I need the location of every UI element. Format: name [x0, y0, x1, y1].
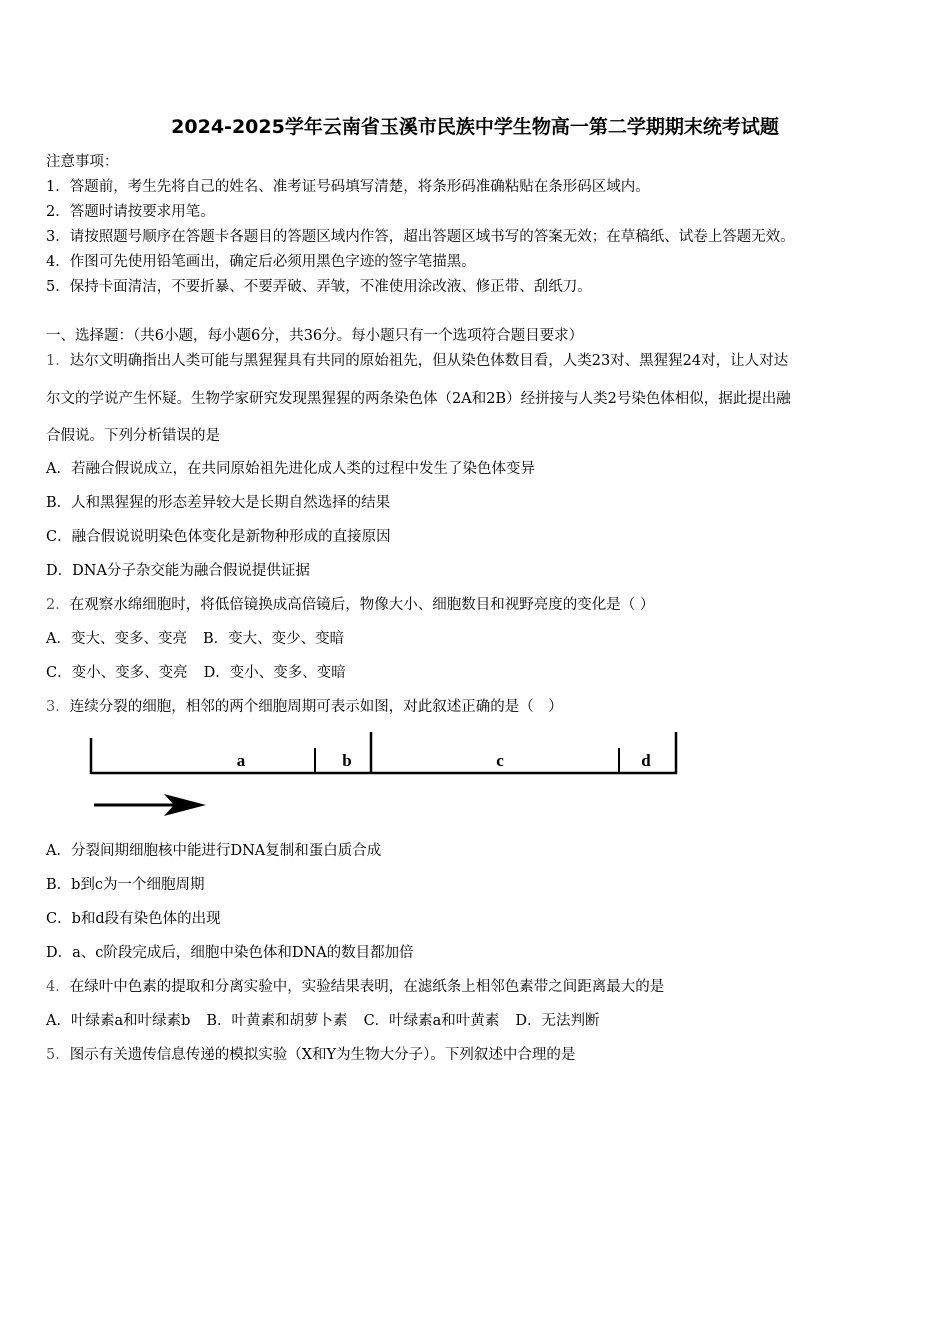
question-2-line	[46, 595, 654, 615]
question-3-line	[46, 697, 563, 717]
question-text: 在绿叶中色素的提取和分离实验中，实验结果表明，在滤纸条上相邻色素带之间距离最大的是	[69, 979, 665, 995]
option-a: A．若融合假说成立，在共同原始祖先进化成人类的过程中发生了染色体变异	[46, 461, 535, 477]
option-c: C．叶绿素a和叶黄素	[363, 1013, 500, 1029]
cell-cycle-diagram	[86, 728, 686, 823]
segment-label-c: c	[496, 751, 504, 770]
options-row	[46, 663, 346, 683]
segment-label-b: b	[342, 751, 352, 770]
question-5-line	[46, 1045, 575, 1065]
option-d: D．无法判断	[515, 1013, 600, 1029]
question-number: 1．	[46, 353, 70, 369]
notice-heading: 注意事项：	[46, 154, 119, 170]
section-heading: 一、选择题：（共6小题，每小题6分，共36分。每小题只有一个选项符合题目要求）	[46, 328, 584, 344]
notice-item: 5．保持卡面清洁，不要折暴、不要弄破、弄皱，不准使用涂改液、修正带、刮纸刀。	[46, 279, 592, 295]
option-a: A．分裂间期细胞核中能进行DNA复制和蛋白质合成	[46, 843, 382, 859]
option-b: B．b到c为一个细胞周期	[46, 877, 205, 893]
question-text: 连续分裂的细胞，相邻的两个细胞周期可表示如图，对此叙述正确的是（ ）	[69, 699, 563, 715]
option-d: D．变小、变多、变暗	[203, 665, 346, 681]
option-d: D．DNA分子杂交能为融合假说提供证据	[46, 563, 310, 579]
question-text: 尔文的学说产生怀疑。生物学家研究发现黑猩猩的两条染色体（2A和2B）经拼接与人类2号染色体相似，据此提出融	[46, 391, 791, 407]
page-title: 2024-2025学年云南省玉溪市民族中学生物高一第二学期期末统考试题	[171, 116, 779, 138]
question-text: 在观察水绵细胞时，将低倍镜换成高倍镜后，物像大小、细胞数目和视野亮度的变化是（ ）	[69, 597, 655, 613]
option-a: A．变大、变多、变亮	[46, 631, 187, 647]
option-b: B．叶黄素和胡萝卜素	[206, 1013, 348, 1029]
options-row	[46, 629, 344, 649]
option-c: C．融合假说说明染色体变化是新物种形成的直接原因	[46, 529, 391, 545]
notice-item: 1．答题前，考生先将自己的姓名、准考证号码填写清楚，将条形码准确粘贴在条形码区域内。	[46, 179, 650, 195]
notice-item: 2．答题时请按要求用笔。	[46, 204, 215, 220]
question-number: 5．	[46, 1047, 70, 1063]
question-number: 4．	[46, 979, 70, 995]
option-a: A．叶绿素a和叶绿素b	[46, 1013, 191, 1029]
question-text: 图示有关遗传信息传递的模拟实验（X和Y为生物大分子）。下列叙述中合理的是	[69, 1047, 576, 1063]
question-4-line	[46, 977, 664, 997]
option-b: B．人和黑猩猩的形态差异较大是长期自然选择的结果	[46, 495, 391, 511]
question-number: 3．	[46, 699, 70, 715]
option-c: C．b和d段有染色体的出现	[46, 911, 221, 927]
question-text: 合假说。下列分析错误的是	[46, 428, 220, 444]
question-number: 2．	[46, 597, 70, 613]
option-d: D．a、c阶段完成后，细胞中染色体和DNA的数目都加倍	[46, 945, 414, 961]
segment-label-d: d	[641, 751, 651, 770]
question-text: 达尔文明确指出人类可能与黑猩猩具有共同的原始祖先，但从染色体数目看，人类23对、黑猩猩24对，让人对达	[69, 353, 789, 369]
notice-item: 3．请按照题号顺序在答题卡各题目的答题区域内作答，超出答题区域书写的答案无效；在草稿纸、试卷上答题无效。	[46, 229, 795, 245]
segment-label-a: a	[236, 751, 246, 770]
option-b: B．变大、变少、变暗	[202, 631, 345, 647]
notice-item: 4．作图可先使用铅笔画出，确定后必须用黑色字迹的签字笔描黑。	[46, 254, 476, 270]
option-c: C．变小、变多、变亮	[46, 665, 188, 681]
question-1-line	[46, 351, 788, 371]
options-row	[46, 1011, 599, 1031]
